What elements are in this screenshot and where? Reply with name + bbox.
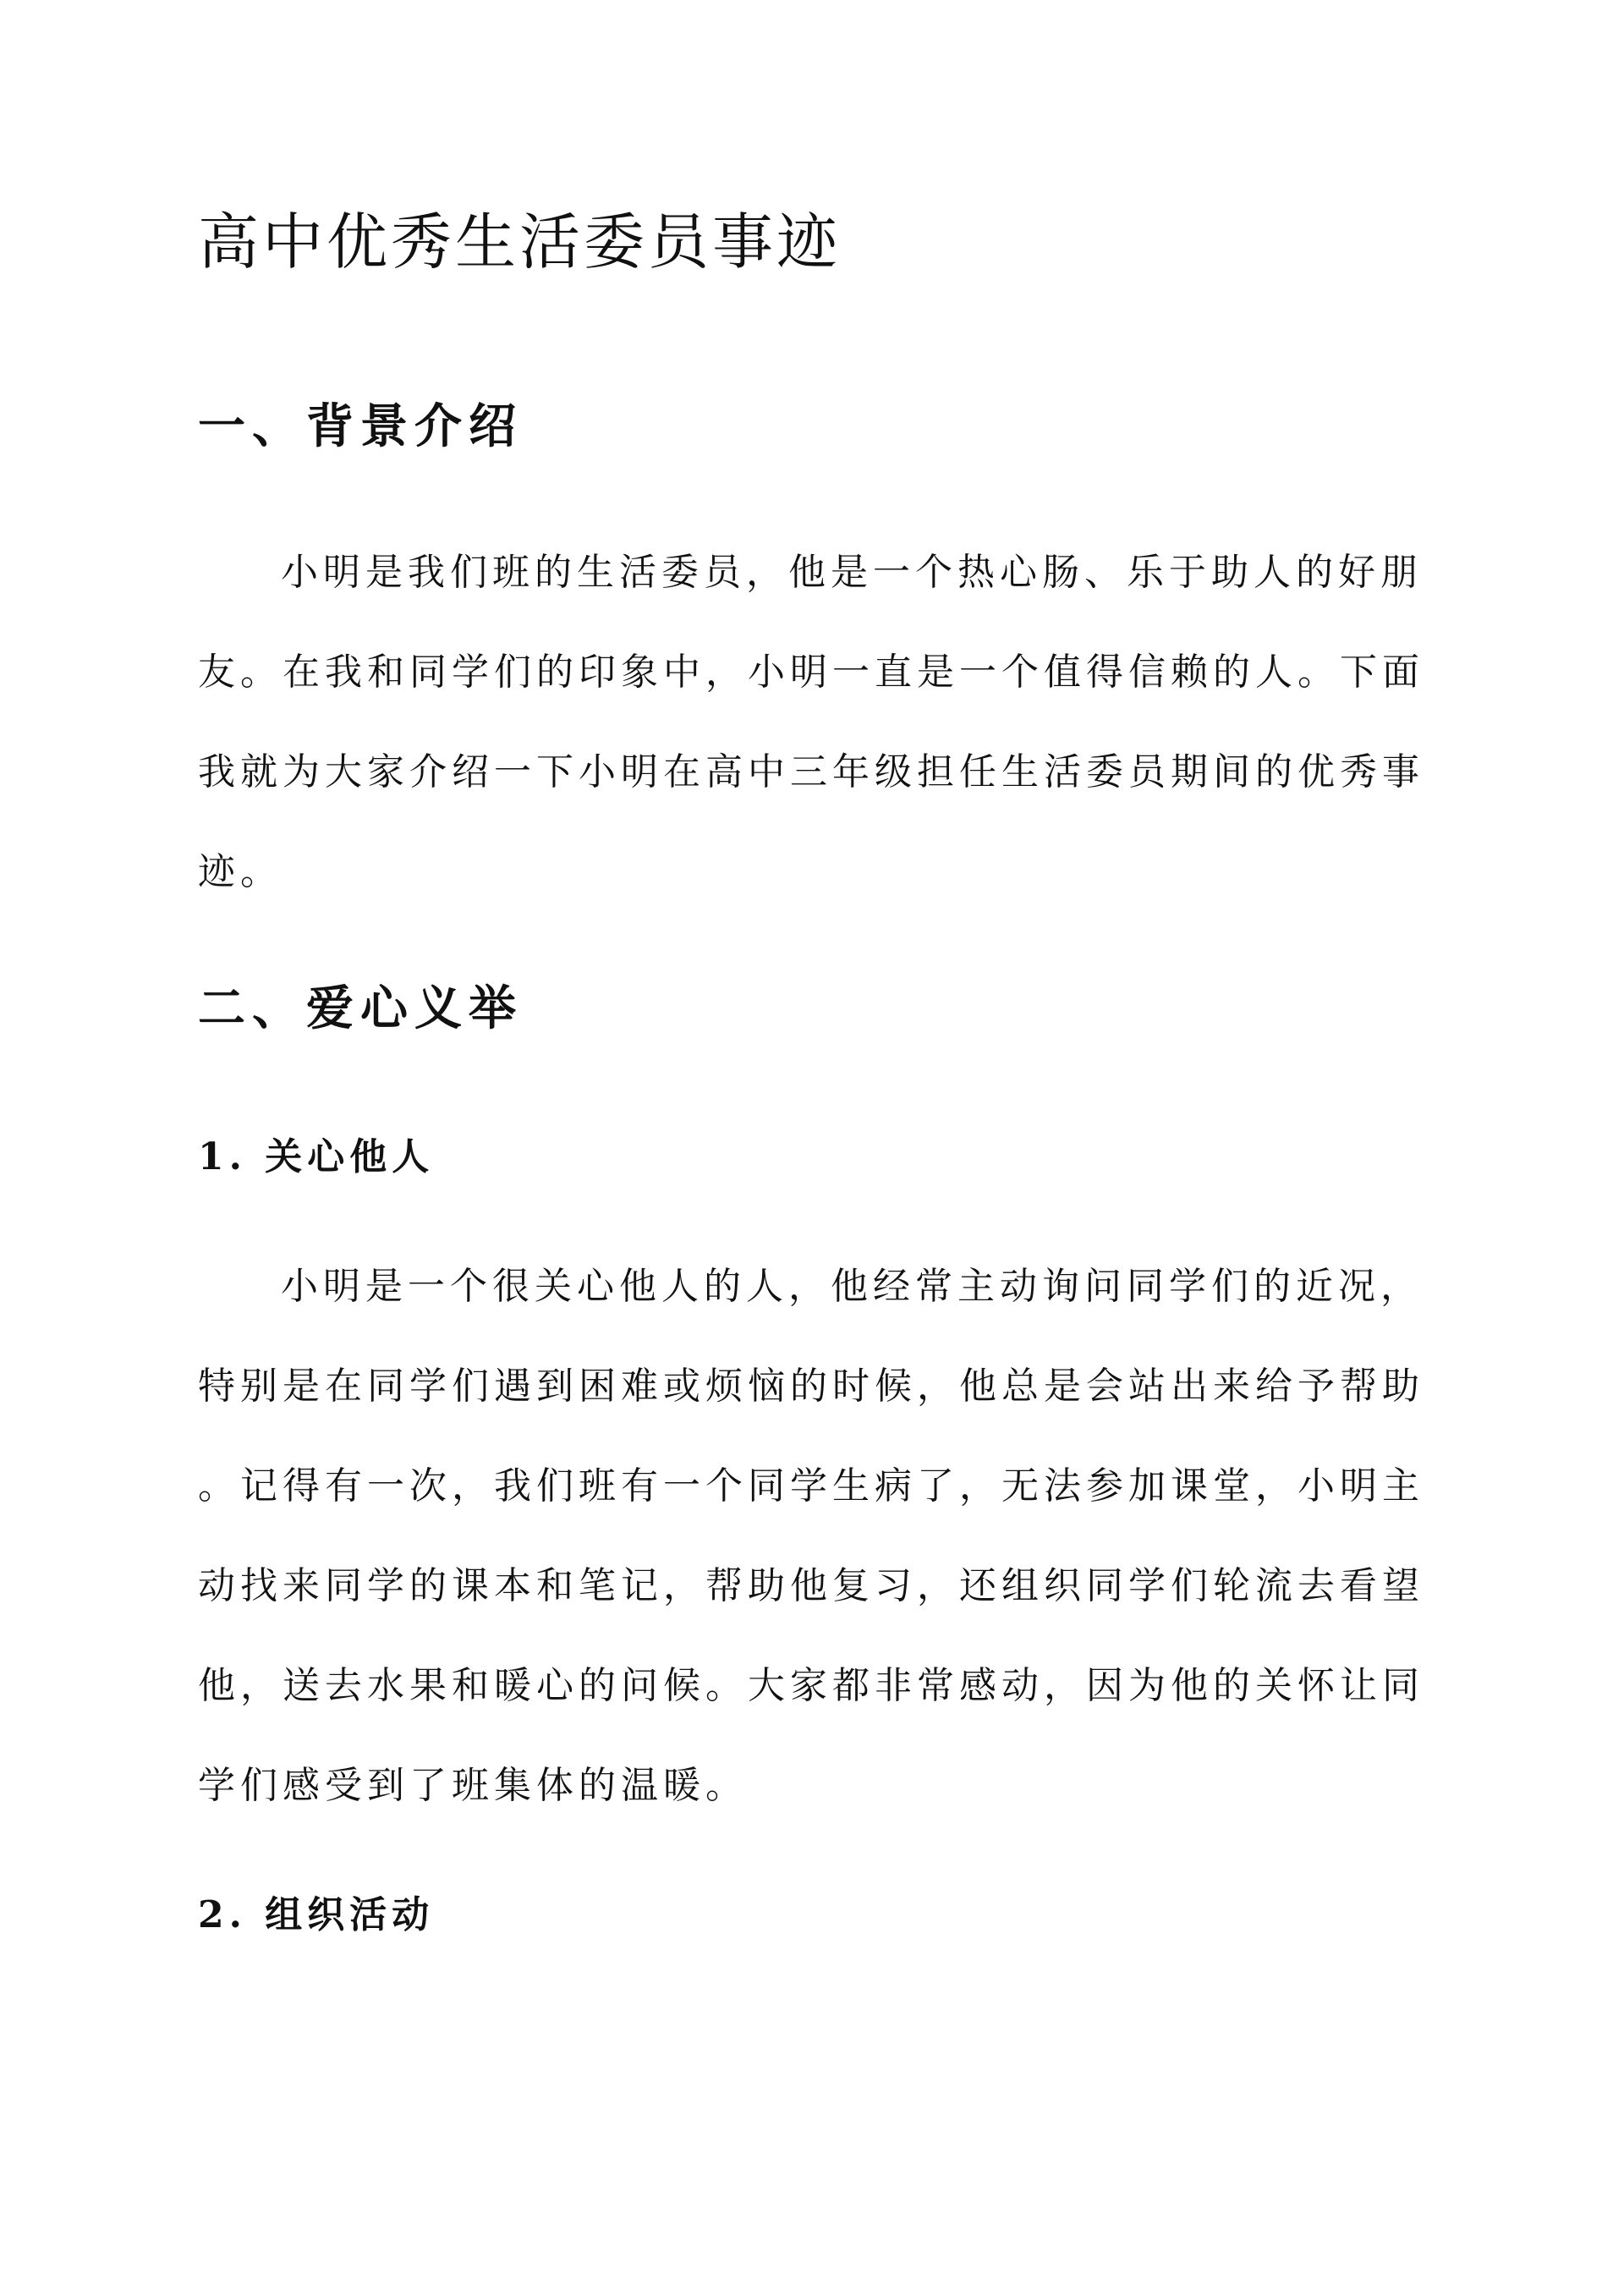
paragraph-line: 学们感受到了班集体的温暖。 (198, 1764, 748, 1807)
paragraph-line: 我就为大家介绍一下小明在高中三年级担任生活委员期间的优秀事 (198, 750, 1424, 794)
paragraph-line: 小明是一个很关心他人的人，他经常主动询问同学们的近况， (281, 1265, 1423, 1308)
document-title: 高中优秀生活委员事迹 (198, 206, 842, 277)
subsection-heading-activities: 2. 组织活动 (198, 1893, 435, 1936)
subsection-heading-caring: 1. 关心他人 (198, 1135, 435, 1178)
paragraph-line: 友。在我和同学们的印象中，小明一直是一个值得信赖的人。下面 (198, 651, 1424, 694)
section-heading-charity: 二、爱心义举 (198, 980, 523, 1036)
caring-paragraph (198, 1237, 1424, 1836)
section-heading-background: 一、背景介绍 (198, 398, 523, 454)
paragraph-line: 小明是我们班的生活委员，他是一个热心肠、乐于助人的好朋 (281, 551, 1423, 594)
paragraph-line: 。记得有一次，我们班有一个同学生病了，无法参加课堂，小明主 (198, 1464, 1424, 1508)
paragraph-line: 他，送去水果和暖心的问候。大家都非常感动，因为他的关怀让同 (198, 1664, 1424, 1707)
paragraph-line: 动找来同学的课本和笔记，帮助他复习，还组织同学们轮流去看望 (198, 1564, 1424, 1607)
paragraph-line: 特别是在同学们遇到困难或烦恼的时候，他总是会站出来给予帮助 (198, 1365, 1424, 1408)
background-paragraph (198, 523, 1424, 922)
paragraph-line: 迹。 (198, 850, 283, 893)
